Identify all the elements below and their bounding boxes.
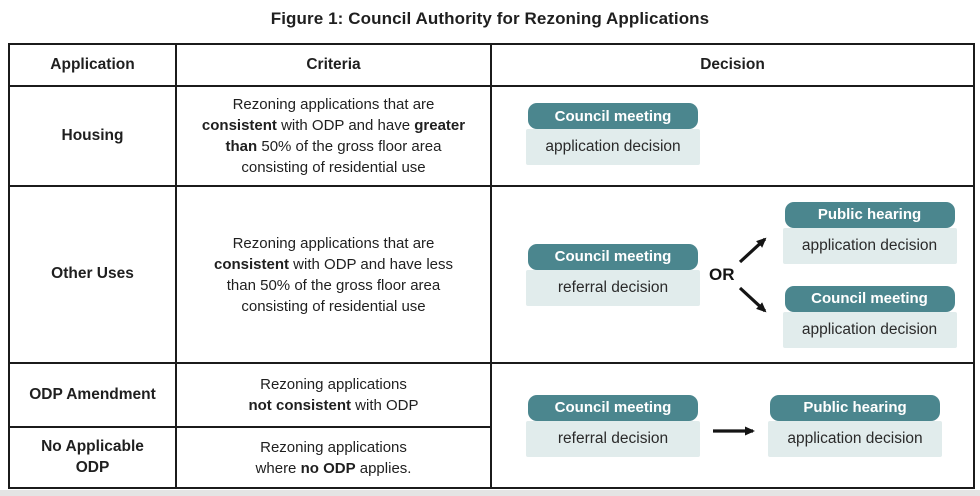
flow-card-header: Council meeting: [528, 103, 698, 129]
criteria-cell-other-uses: Rezoning applications that are consistent with ODP and have less than 50% of the gross floor area consisting of residential use: [177, 187, 492, 364]
flow-card-header: Public hearing: [785, 202, 955, 228]
or-label: OR: [709, 264, 735, 284]
flow-card-body: referral decision: [526, 421, 700, 457]
decision-cell-housing: [492, 87, 973, 187]
flow-card-body: referral decision: [526, 270, 700, 306]
flow-card-header: Council meeting: [528, 395, 698, 421]
flow-card-header: Public hearing: [770, 395, 940, 421]
or-branch: [709, 227, 781, 323]
column-header-decision: Decision: [492, 45, 973, 87]
flow-card-body: application decision: [526, 129, 700, 165]
column-header-application: Application: [10, 45, 177, 87]
flow-card-council-meeting: [526, 103, 700, 165]
flow-card-council-meeting: [526, 244, 700, 306]
or-branch-arrows-icon: [737, 227, 781, 323]
flow-card-body: application decision: [783, 312, 957, 348]
flow-card-council-meeting: [783, 286, 957, 348]
page-bottom-strip: [0, 490, 980, 496]
flow-card-public-hearing: [783, 202, 957, 264]
flow-card-body: application decision: [768, 421, 942, 457]
flow-card-council-meeting: [526, 395, 700, 457]
flow-card-header: Council meeting: [785, 286, 955, 312]
figure-title: Figure 1: Council Authority for Rezoning Applications: [270, 9, 710, 28]
application-cell-no-applicable-odp: No Applicable ODP: [10, 428, 177, 487]
rezoning-authority-table: [8, 43, 975, 489]
application-cell-other-uses: Other Uses: [10, 187, 177, 364]
application-cell-odp-amendment: ODP Amendment: [10, 364, 177, 428]
arrow-right-icon: [711, 424, 765, 438]
column-header-criteria: Criteria: [177, 45, 492, 87]
decision-cell-odp: [492, 364, 973, 487]
criteria-cell-no-applicable-odp: Rezoning applications where no ODP applies.: [177, 428, 492, 487]
flow-card-public-hearing: [768, 395, 942, 457]
decision-cell-other-uses: [492, 187, 973, 364]
criteria-cell-odp-amendment: Rezoning applications not consistent with ODP: [177, 364, 492, 428]
criteria-cell-housing: Rezoning applications that are consistent with ODP and have greater than 50% of the gross floor area consisting of residential use: [177, 87, 492, 187]
flow-card-body: application decision: [783, 228, 957, 264]
application-cell-housing: Housing: [10, 87, 177, 187]
flow-card-header: Council meeting: [528, 244, 698, 270]
decision-options-stack: [783, 202, 957, 348]
